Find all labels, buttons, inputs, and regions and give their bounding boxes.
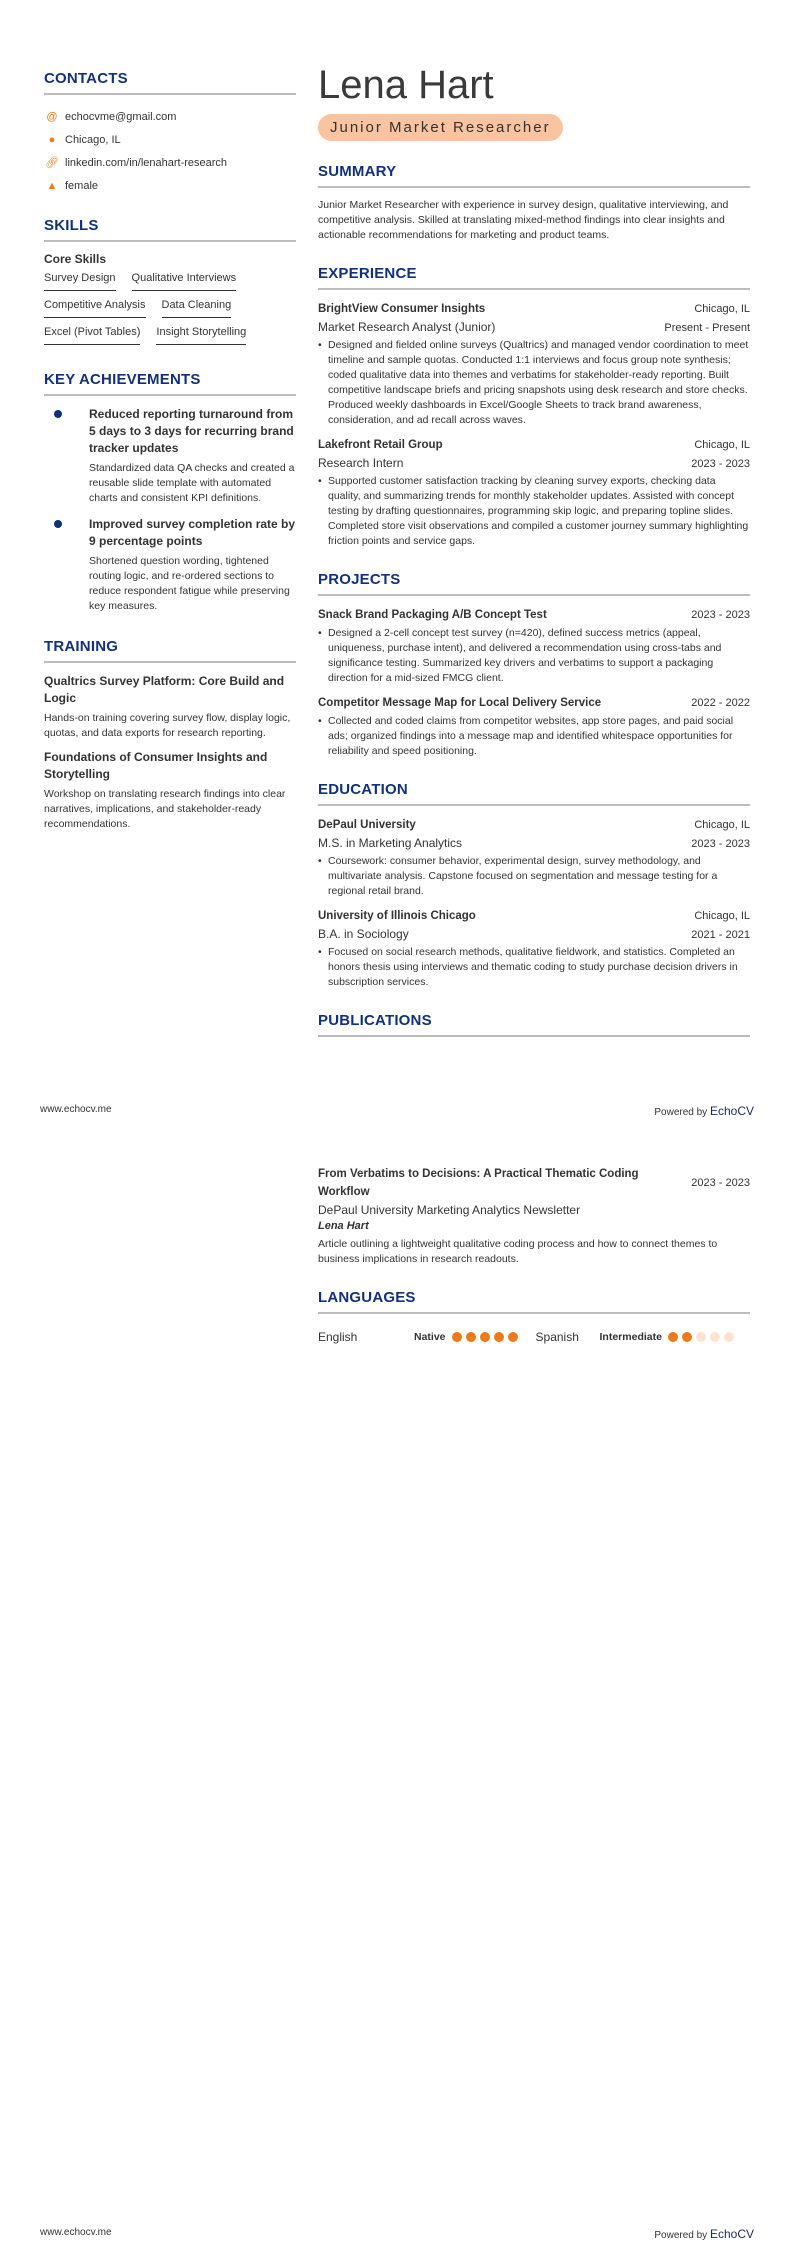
experience-heading: EXPERIENCE [318,265,750,290]
page-2 [0,1123,794,2246]
powered-by-label: Powered by [654,2230,708,2241]
project-bullet: • Collected and coded claims from competitor websites, app store pages, and paid social ads; organized findings into a message map and identified whitespace opportunities for reliability and speed positioning. [318,714,750,759]
main-column-continued [318,1165,750,1344]
training-heading: TRAINING [44,638,296,663]
footer-powered [654,1104,754,1118]
main-column [318,0,750,1047]
skill-tag: Insight Storytelling [156,324,246,345]
publications-heading: PUBLICATIONS [318,1012,750,1037]
person-icon: ▲ [46,179,58,192]
skills-list [44,270,296,351]
skill-tag: Excel (Pivot Tables) [44,324,140,345]
contact-email[interactable] [44,105,296,128]
company-name: BrightView Consumer Insights [318,303,486,315]
company-name: Lakefront Retail Group [318,439,443,451]
job-role: Research Intern [318,456,404,470]
education-dates: 2021 - 2021 [691,929,750,941]
job-bullet: • Designed and fielded online surveys (Qualtrics) and managed vendor coordination to meet timeline and sample quotas. Conducted 1:1 interviews and focus group note synthesis; coded qualitative data into themes and verbatims for stakeholder-ready reporting. Built competitive landscape briefs and pricing snapshots using desk research and store checks. Produced weekly dashboards in Excel/Google Sheets to track brand awareness, consideration, and ad recall across waves. [318,338,750,428]
publication-author: Lena Hart [318,1220,369,1232]
contact-value: female [65,179,99,192]
job-role: Market Research Analyst (Junior) [318,320,496,334]
location-pin-icon: ● [48,133,56,146]
achievements-heading: KEY ACHIEVEMENTS [44,371,296,396]
achievement-desc: Standardized data QA checks and created a reusable slide template with automated charts and consistent KPI definitions. [89,462,295,504]
degree: B.A. in Sociology [318,927,409,941]
languages-heading: LANGUAGES [318,1289,750,1314]
summary-heading: SUMMARY [318,163,750,188]
powered-by-label: Powered by [654,1107,708,1118]
rating-dot-filled [682,1332,692,1342]
skill-group-title: Core Skills [44,252,107,266]
language-rating [668,1332,734,1342]
school-name: University of Illinois Chicago [318,910,476,922]
education-dates: 2023 - 2023 [691,838,750,850]
achievement-desc: Shortened question wording, tightened routing logic, and re-ordered sections to reduce respondent fatigue while preserving key measures. [89,555,290,612]
publication-outlet: DePaul University Marketing Analytics Newsletter [318,1203,581,1217]
projects-section [318,571,750,759]
footer-site-link[interactable]: www.echocv.me [40,2227,112,2238]
footer-site-link[interactable]: www.echocv.me [40,1104,112,1115]
training-title: Foundations of Consumer Insights and Storytelling [44,750,268,781]
experience-item [318,300,750,428]
language-level: Native [414,1331,446,1343]
skill-tag: Data Cleaning [162,297,232,318]
summary-text: Junior Market Researcher with experience in survey design, qualitative interviewing, and competitive analysis. Skilled at translating mixed-method findings into clear insights and actionable recommendations for marketing and product teams. [318,199,729,241]
contacts-heading: CONTACTS [44,70,296,95]
rating-dot-empty [710,1332,720,1342]
rating-dot-filled [494,1332,504,1342]
summary-section [318,163,750,243]
job-location: Chicago, IL [694,303,750,315]
skill-tag: Competitive Analysis [44,297,146,318]
achievement-item [44,406,296,506]
school-location: Chicago, IL [694,819,750,831]
job-dates: 2023 - 2023 [691,458,750,470]
rating-dot-empty [696,1332,706,1342]
candidate-name: Lena Hart [318,63,494,107]
bullet-dot-icon [54,520,62,528]
skills-heading: SKILLS [44,217,296,242]
skill-tag: Qualitative Interviews [132,270,237,291]
training-desc: Hands-on training covering survey flow, display logic, quotas, and data exports for research reporting. [44,712,291,739]
languages-section [318,1289,750,1344]
project-dates: 2023 - 2023 [691,609,750,621]
project-title: Snack Brand Packaging A/B Concept Test [318,609,547,621]
job-location: Chicago, IL [694,439,750,451]
job-title-badge: Junior Market Researcher [318,114,563,141]
rating-dot-filled [452,1332,462,1342]
contact-location [44,128,296,151]
education-heading: EDUCATION [318,781,750,806]
achievement-item [44,516,296,614]
experience-item [318,436,750,549]
education-bullet: • Coursework: consumer behavior, experimental design, survey methodology, and multivariate analysis. Capstone focused on segmentation and message testing for a regional retail brand. [318,854,750,899]
contact-linkedin[interactable] [44,151,296,174]
projects-heading: PROJECTS [318,571,750,596]
rating-dot-filled [508,1332,518,1342]
rating-dot-filled [668,1332,678,1342]
contacts-list [44,105,296,197]
training-title: Qualtrics Survey Platform: Core Build and Logic [44,674,285,705]
brand-logo: EchoCV [709,1104,754,1118]
publications-section [318,1012,750,1037]
project-bullet: • Designed a 2-cell concept test survey (n=420), defined success metrics (appeal, uniqueness, purchase intent), and delivered a recommendation using cross-tabs and significance testing. Summarized key drivers and verbatims to support a packaging direction for a mid-sized FMCG client. [318,626,750,686]
language-name: English [318,1330,358,1344]
publication-desc: Article outlining a lightweight qualitative coding process and how to connect themes to business implications in research readouts. [318,1238,718,1265]
experience-section [318,265,750,549]
school-location: Chicago, IL [694,910,750,922]
publication-title: From Verbatims to Decisions: A Practical Thematic Coding Workflow [318,1168,639,1198]
skill-tag: Survey Design [44,270,116,291]
contact-value: linkedin.com/in/lenahart-research [65,156,228,169]
achievement-title: Reduced reporting turnaround from 5 days to 3 days for recurring brand tracker updates [89,407,294,455]
achievement-title: Improved survey completion rate by 9 percentage points [89,517,296,548]
rating-dot-filled [480,1332,490,1342]
rating-dot-empty [724,1332,734,1342]
page-footer [40,1104,754,1118]
job-dates: Present - Present [664,322,750,334]
language-name: Spanish [535,1330,579,1344]
languages-list [318,1330,750,1344]
project-dates: 2022 - 2022 [691,697,750,709]
degree: M.S. in Marketing Analytics [318,836,463,850]
bullet-dot-icon [54,410,62,418]
footer-powered [654,2227,754,2241]
language-rating [452,1332,518,1342]
training-desc: Workshop on translating research findings into clear narratives, implications, and stakeholder-ready recommendations. [44,788,286,830]
brand-logo: EchoCV [709,2227,754,2241]
rating-dot-filled [466,1332,476,1342]
contact-gender [44,174,296,197]
page-footer [40,2227,754,2241]
education-bullet: • Focused on social research methods, qualitative fieldwork, and statistics. Completed an honors thesis using interviews and thematic coding to study purchase decision drivers in subscription services. [318,945,750,990]
link-icon: 🔗︎ [45,157,59,169]
contact-value: Chicago, IL [65,133,121,146]
education-section [318,781,750,990]
publication-dates: 2023 - 2023 [691,1177,750,1189]
contact-value: echocvme@gmail.com [65,110,177,123]
at-icon: @ [46,110,58,123]
language-level: Intermediate [599,1331,662,1343]
publication-item [318,1165,750,1201]
school-name: DePaul University [318,819,416,831]
project-title: Competitor Message Map for Local Delivery Service [318,697,602,709]
job-bullet: • Supported customer satisfaction tracking by cleaning survey exports, checking data quality, and summarizing trends for monthly stakeholder updates. Assisted with concept testing by drafting questionnaires, programming skip logic, and preparing topline slides. Completed store visit observations and compiled a customer journey summary highlighting friction points and service gaps. [318,474,750,549]
sidebar [44,70,296,840]
